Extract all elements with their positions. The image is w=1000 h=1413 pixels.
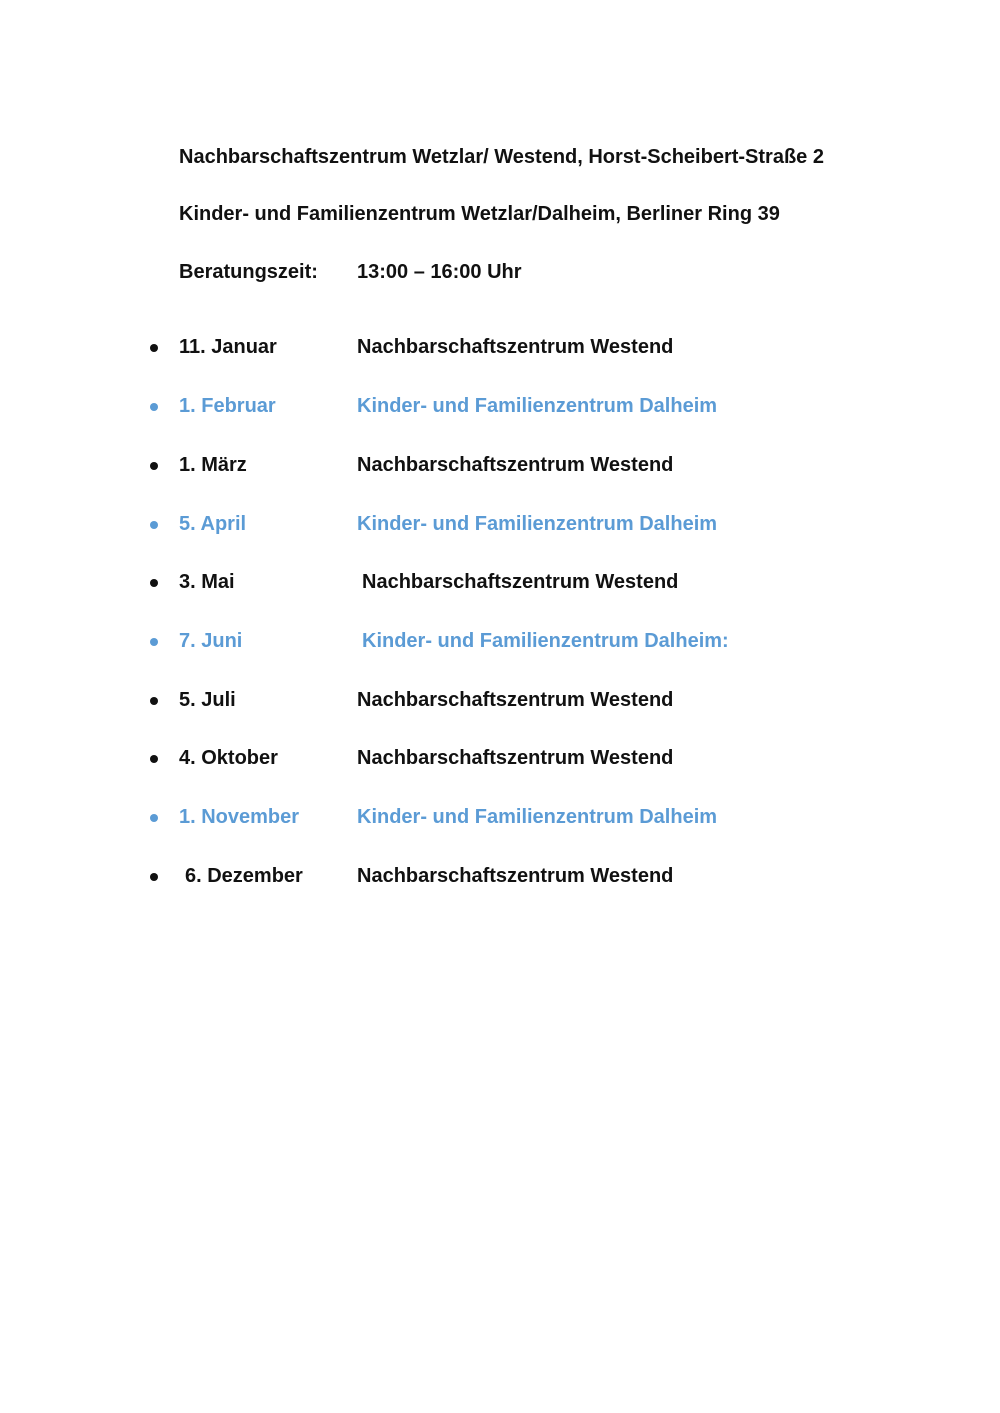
- bullet-icon: [150, 462, 158, 470]
- schedule-item: [0, 864, 1000, 894]
- schedule-location: Nachbarschaftszentrum Westend: [357, 454, 674, 476]
- schedule-location: Nachbarschaftszentrum Westend: [357, 689, 674, 711]
- schedule-date: 11. Januar: [179, 336, 277, 358]
- bullet-icon: [150, 403, 158, 411]
- bullet-icon: [150, 697, 158, 705]
- schedule-item: [0, 453, 1000, 483]
- bullet-icon: [150, 755, 158, 763]
- bullet-icon: [150, 344, 158, 352]
- schedule-date: 1. März: [179, 454, 247, 476]
- schedule-location: Kinder- und Familienzentrum Dalheim: [357, 395, 718, 417]
- schedule-location: Kinder- und Familienzentrum Dalheim: [357, 806, 718, 828]
- bullet-icon: [150, 638, 158, 646]
- schedule-location: Nachbarschaftszentrum Westend: [357, 865, 674, 887]
- schedule-item: [0, 746, 1000, 776]
- consultation-hours-value: 13:00 – 16:00 Uhr: [357, 261, 522, 283]
- bullet-icon: [150, 873, 158, 881]
- bullet-icon: [150, 521, 158, 529]
- schedule-item: [0, 688, 1000, 718]
- bullet-icon: [150, 579, 158, 587]
- schedule-item: [0, 512, 1000, 542]
- schedule-date: 1. November: [179, 806, 300, 828]
- schedule-location: Nachbarschaftszentrum Westend: [362, 571, 679, 593]
- bullet-icon: [150, 814, 158, 822]
- schedule-date: 7. Juni: [179, 630, 243, 652]
- schedule-location: Kinder- und Familienzentrum Dalheim: [357, 513, 718, 535]
- schedule-date: 5. April: [179, 513, 247, 535]
- schedule-date: 4. Oktober: [179, 747, 278, 769]
- schedule-date: 1. Februar: [179, 395, 276, 417]
- schedule-location: Nachbarschaftszentrum Westend: [357, 747, 674, 769]
- schedule-item: [0, 570, 1000, 600]
- schedule-item: [0, 394, 1000, 424]
- schedule-item: [0, 629, 1000, 659]
- address-dalheim: Kinder- und Familienzentrum Wetzlar/Dalheim, Berliner Ring 39: [179, 203, 780, 225]
- schedule-date: 5. Juli: [179, 689, 236, 711]
- schedule-date: 3. Mai: [179, 571, 235, 593]
- schedule-location: Kinder- und Familienzentrum Dalheim:: [362, 630, 729, 652]
- schedule-item: [0, 805, 1000, 835]
- schedule-location: Nachbarschaftszentrum Westend: [357, 336, 674, 358]
- schedule-date: 6. Dezember: [185, 865, 303, 887]
- address-westend: Nachbarschaftszentrum Wetzlar/ Westend, Horst-Scheibert-Straße 2: [179, 146, 824, 168]
- consultation-hours-label: Beratungszeit:: [179, 261, 318, 283]
- schedule-item: [0, 335, 1000, 365]
